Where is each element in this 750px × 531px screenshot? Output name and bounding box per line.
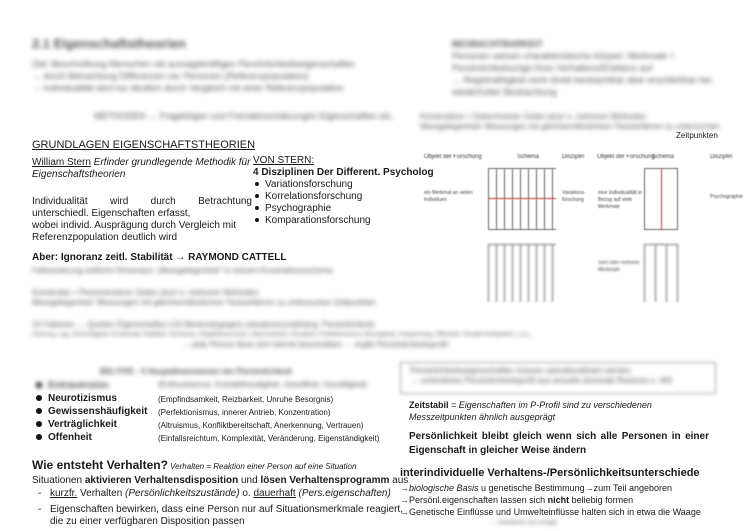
blurred-line: → verbreitetes Persönlichkeitsprofil aus actuelle dominale Reizione u. WS bbox=[410, 376, 673, 385]
blurred-line: Ziel: Beschreibung Menschen mit aussagekräftigen Persönlichkeitseigenschaften bbox=[32, 59, 356, 69]
von-stern-block bbox=[253, 155, 434, 227]
grundlagen-heading: GRUNDLAGEN EIGENSCHAFTSTHEORIEN bbox=[32, 139, 256, 151]
interindividuelle-item bbox=[400, 494, 745, 506]
blurred-line: → Individualität wird nur deutlich durch Vergleich mit einer Referenzpopulation bbox=[32, 83, 344, 93]
figure-cell-text: ein Merkmal an vielen Individuen bbox=[424, 190, 473, 203]
text-span: u genetische Bestimmung bbox=[478, 483, 585, 493]
blurred-line: → durch Betrachtung Differenzen zw. Personen (Referenzpopulation) bbox=[32, 71, 309, 81]
blurred-line: Konstrukte = Personen/einer Zeiten plus/ o. mehrerer Methoden bbox=[32, 288, 259, 297]
figure-col-label: Schema bbox=[517, 154, 540, 160]
verhalten-block bbox=[32, 456, 409, 528]
von-stern-heading: VON STERN: bbox=[253, 155, 315, 166]
big-five-desc: (Einfallsreichtum, Komplexität, Veränderung, Eigenständigkeit) bbox=[158, 434, 380, 443]
verhalten-item: - Eigenschaften bewirken, dass eine Person nur auf Situationsmerkmale reagiert, bbox=[38, 504, 403, 515]
psychographie-grid bbox=[644, 168, 678, 230]
big-five-title: BIG FIVE - 5 Hauptdimensionen der Persönlichkeit bbox=[100, 367, 292, 376]
figure-col-label: Disziplin bbox=[710, 154, 733, 160]
blurred-box-text bbox=[410, 366, 710, 386]
interindividuelle-item bbox=[400, 482, 745, 494]
big-five-desc: (Empfindsamkeit, Reizbarkeit, Unruhe Besorgnis) bbox=[158, 395, 334, 404]
blurred-right-block-2 bbox=[420, 112, 745, 132]
text-line: wobei individ. Ausprägung durch Vergleich mit bbox=[32, 220, 237, 231]
blurred-line: Persönlichkeitseigenschaften müssen operationalisiert werden bbox=[410, 366, 632, 375]
text-span: Genetische Einflüsse und Umwelteinflüsse halten sich in etwa die Waage bbox=[409, 507, 701, 517]
big-five-name: Offenheit bbox=[48, 432, 92, 443]
big-five-name: Verträglichkeit bbox=[48, 419, 117, 430]
bullet-icon bbox=[255, 182, 259, 186]
blurred-line: → Regelmäßigkeit nicht direkt beobachtbar aber erschließbar bei bbox=[452, 75, 712, 85]
disziplin-item bbox=[255, 203, 423, 215]
arrow-icon: → bbox=[400, 483, 409, 493]
blurred-intro bbox=[32, 58, 412, 94]
text-span: biologische Basis bbox=[409, 483, 479, 493]
zeitpunkten-label: Zeitpunkten bbox=[676, 131, 718, 140]
bullet-icon bbox=[36, 421, 42, 427]
variations-grid bbox=[488, 168, 556, 230]
figure-col-label: Objekt der Forschung bbox=[597, 154, 655, 160]
big-five-desc: (Enthusiasmus, Kontaktfreudigkeit, Gesellkeit, Geselligkeit) bbox=[158, 380, 368, 389]
blurred-line: Konstruktive = Daten/meiner Zeiten plus/ o. mehrerer Methoden bbox=[420, 112, 647, 121]
blurred-cattell bbox=[32, 266, 462, 276]
text-span: aktivieren Verhaltensdisposition bbox=[84, 475, 239, 486]
disziplin-label: Psychographie bbox=[265, 203, 332, 214]
blurred-line: → jede Person lässt sich hiermit beschreiben → ergibt Persönlichkeitsprofil bbox=[182, 340, 448, 349]
interindividuelle-item bbox=[400, 506, 745, 518]
text-line: Individualität wird durch Betrachtung bbox=[32, 196, 252, 207]
figure-cell-text: zwei oder mehrere Merkmale bbox=[598, 260, 640, 273]
bullet-icon bbox=[36, 434, 42, 440]
text-span: Verhalten bbox=[77, 488, 126, 499]
figure-col-label: Objekt der Forschung bbox=[424, 154, 482, 160]
text-line: Referenzpopulation deutlich wird bbox=[32, 232, 178, 243]
verhalten-definition: Verhalten = Reaktion einer Person auf eine Situation bbox=[167, 462, 357, 471]
bullet-icon bbox=[255, 218, 259, 222]
big-five-name: Extraversion bbox=[48, 380, 109, 391]
stern-name: William Stern bbox=[32, 157, 91, 168]
bullet-icon bbox=[36, 408, 42, 414]
figure-cell-text: Psychographie bbox=[710, 194, 744, 200]
komparations-grid bbox=[644, 244, 678, 302]
blurred-line: Faktorisierung zeitliche Dimension „Messgelegenheit“ in seinem Kovariationsschema bbox=[32, 266, 333, 275]
figure-col-label: Schema bbox=[652, 154, 675, 160]
verhalten-item: - kurzfr. Verhalten (Persönlichkeitszustände) o. dauerhaft (Pers.eigenschaften) bbox=[38, 488, 391, 499]
stern-desc: Erfinder grundlegende Methodik für Eigenschaftstheorien bbox=[32, 157, 251, 180]
section-title: 2.1 Eigenschaftstheorien bbox=[32, 36, 186, 51]
zeitstabil-text bbox=[409, 399, 714, 423]
text-span: Persönl.eigenschaften lassen sich bbox=[409, 495, 548, 505]
aber-line: Aber: Ignoranz zeitl. Stabilität → RAYMOND CATTELL bbox=[32, 252, 287, 263]
disziplin-item bbox=[255, 215, 423, 227]
bullet-icon bbox=[255, 194, 259, 198]
big-five-list bbox=[36, 380, 406, 445]
text-span: o. bbox=[239, 488, 254, 499]
big-five-item bbox=[36, 432, 406, 445]
text-line: unterschiedl. Eigenschaften erfasst, bbox=[32, 208, 191, 219]
disziplin-item bbox=[255, 191, 423, 203]
verhalten-question: Wie entsteht Verhalten? bbox=[32, 458, 168, 472]
arrow-icon: → bbox=[584, 483, 594, 493]
bullet-icon bbox=[255, 206, 259, 210]
text-span: dauerhaft bbox=[253, 488, 296, 499]
big-five-item bbox=[36, 393, 406, 406]
big-five-desc: (Altruismus, Konfliktbereitschaft, Anerkennung, Vertrauen) bbox=[158, 421, 364, 430]
blurred-line: Messgelegenheit: Messungen mit gleichem/ähnlichem Testverfahren zu untersuchen Zeitpunkten bbox=[32, 298, 376, 307]
text-span: zum Teil angeboren bbox=[593, 483, 672, 493]
disziplin-label: Komparationsforschung bbox=[265, 215, 371, 226]
korrelations-grid bbox=[488, 244, 556, 302]
text-span: und bbox=[238, 475, 261, 486]
big-five-item bbox=[36, 380, 406, 393]
disziplin-label: Variationsforschung bbox=[265, 179, 353, 190]
figure-cell-text: Variations-forschung bbox=[562, 190, 586, 203]
verhalten-line bbox=[32, 475, 409, 487]
blurred-line: Persönlichkeitszüge ihres Verhaltens/Erlebens auf bbox=[452, 63, 653, 73]
interindividuelle-heading: interindividuelle Verhaltens-/Persönlichkeitsunterschiede bbox=[400, 467, 700, 479]
persoenlichkeit-statement: Persönlichkeit bleibt gleich wenn sich alle Personen in einer Eigenschaft in gleicher Weise ändern bbox=[409, 431, 709, 456]
zeitstabil-desc: = Eigenschaften im P-Profil sind zu verschiedenen Messzeitpunkten ähnlich ausgeprägt bbox=[409, 400, 652, 422]
bullet-icon bbox=[36, 382, 42, 388]
figure-cell-text: eine Individualität in Bezug auf viele Merkmale bbox=[598, 190, 642, 210]
interindividuelle-block bbox=[400, 466, 745, 528]
arrow-icon: → bbox=[400, 495, 409, 505]
big-five-item bbox=[36, 419, 406, 432]
text-span: aus bbox=[389, 475, 409, 486]
big-five-name: Neurotizismus bbox=[48, 393, 117, 404]
stern-intro bbox=[32, 157, 252, 181]
big-five-item bbox=[36, 406, 406, 419]
blurred-cattell-2 bbox=[32, 288, 472, 308]
individualitaet-text bbox=[32, 196, 252, 244]
text-span: kurzfr. bbox=[50, 488, 78, 499]
text-span: nicht bbox=[547, 495, 570, 505]
text-span: lösen Verhaltensprogramm bbox=[260, 475, 390, 486]
big-five-name: Gewissenshäufigkeit bbox=[48, 406, 148, 417]
disziplinen-figure bbox=[422, 146, 747, 302]
text-span: (Pers.eigenschaften) bbox=[295, 488, 391, 499]
von-stern-subheading: 4 Disziplinen Der Different. Psycholog bbox=[253, 167, 434, 178]
text-span: Situationen bbox=[32, 475, 85, 486]
disziplin-label: Korrelationsforschung bbox=[265, 191, 363, 202]
blurred-line: Messgelegenheit: Messungen mit gleichem/ähnlichem Testverfahren zu untersuchen bbox=[420, 122, 720, 131]
blurred-line: 16 Faktoren → Quellen Eigenschaften (16 Merkmalsgegen) (situationsunabhäng. Persönlichkeit) bbox=[32, 320, 375, 329]
text-span: beliebig formen bbox=[569, 495, 634, 505]
zeitstabil-label: Zeitstabil bbox=[409, 400, 449, 410]
blurred-line: wiederholter Beobachtung bbox=[452, 87, 557, 97]
blurred-right-block bbox=[452, 38, 742, 98]
arrow-icon: → bbox=[400, 507, 409, 517]
blurred-16-faktoren bbox=[32, 320, 742, 350]
blurred-footer: → Interaktion von Anlage bbox=[490, 520, 558, 526]
big-five-desc: (Perfektionismus, innerer Antrieb, Konzentration) bbox=[158, 408, 331, 417]
blurred-methods: METHODEN → Fragebögen und Fremdeinschätzungen Eigenschaften etc. bbox=[94, 111, 394, 121]
bullet-icon bbox=[36, 395, 42, 401]
text-span: Eigenschaften bewirken, dass eine Person nur auf Situationsmerkmale reagiert, bbox=[50, 504, 403, 515]
disziplin-item bbox=[255, 179, 423, 191]
text-span: (Persönlichkeitszustände) bbox=[125, 488, 240, 499]
verhalten-item-cont: die zu einer verfügbaren Disposition passen bbox=[50, 516, 245, 527]
blurred-line: Ordnung, Lag, Schüchtigkeit, Emotionale Stabilität, Dominanz, Regelbewusstsein, Wachsamkeit, Privatheit, Perfektionismus, Besorgtheit, Anspannung, Offenheit, Soziale Kompetenz, u.a.) bbox=[32, 332, 530, 338]
figure-col-label: Disziplin bbox=[562, 154, 585, 160]
blurred-line: Personen weisen charakteristische Körperl. Merkmale + bbox=[452, 51, 675, 61]
blurred-right-title: BEOBACHTBARKEIT bbox=[452, 39, 543, 49]
